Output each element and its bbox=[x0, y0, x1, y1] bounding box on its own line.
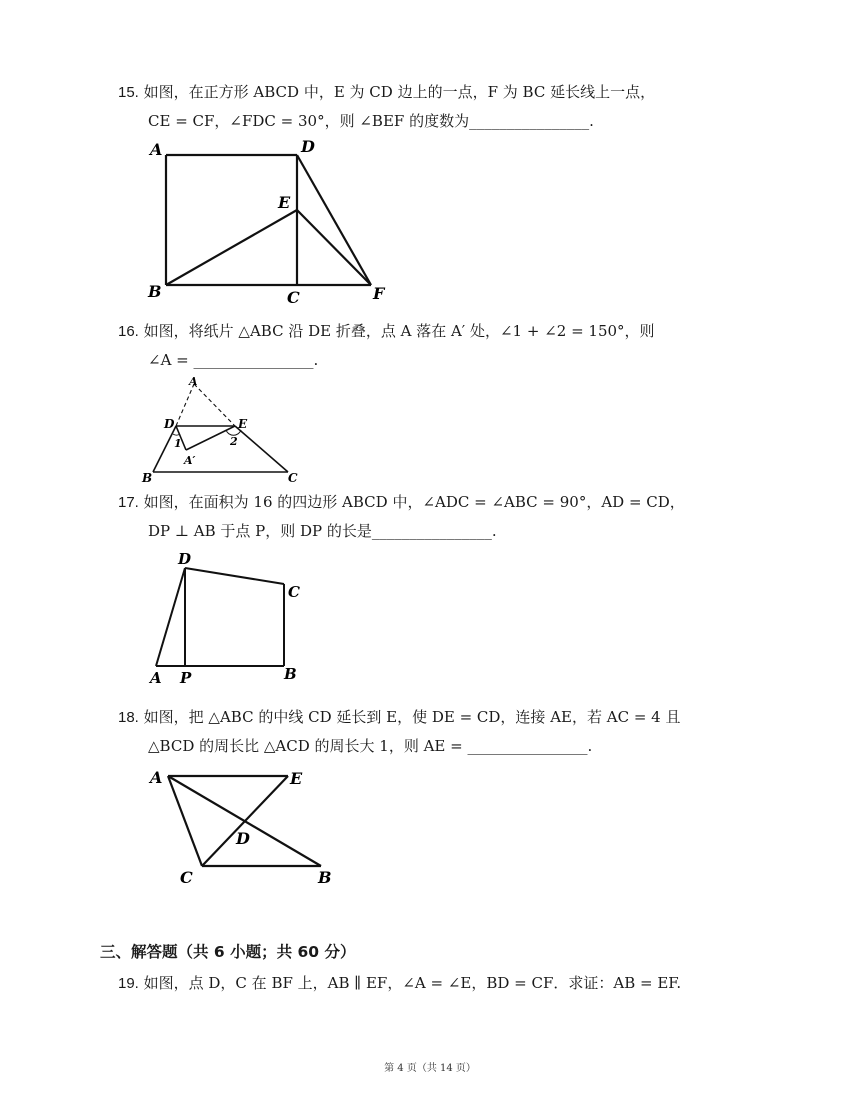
q18-label-a: A bbox=[150, 768, 163, 787]
q18-label-d: D bbox=[236, 829, 250, 848]
q17-line1 bbox=[118, 492, 685, 513]
q16-line1 bbox=[118, 321, 655, 342]
q16-label-a: A bbox=[189, 375, 198, 388]
q17-label-p: P bbox=[180, 669, 192, 687]
q17-line2: DP ⊥ AB 于点 P，则 DP 的长是________________. bbox=[148, 522, 497, 540]
q17-label-b: B bbox=[284, 665, 297, 683]
q16-label-a-prime: A′ bbox=[184, 454, 196, 467]
q15-line1 bbox=[118, 82, 655, 103]
q16-label-2: 2 bbox=[230, 435, 238, 448]
q16-label-e: E bbox=[238, 417, 248, 431]
q17-figure bbox=[140, 545, 320, 690]
q17-label-d: D bbox=[178, 550, 192, 568]
q19-line1 bbox=[118, 973, 681, 994]
q16-label-d: D bbox=[164, 417, 175, 431]
q18-label-e: E bbox=[290, 769, 303, 788]
q15-label-f: F bbox=[373, 284, 385, 303]
q18-label-b: B bbox=[318, 868, 332, 887]
q15-label-b: B bbox=[148, 282, 162, 301]
q16-label-c: C bbox=[288, 471, 298, 485]
q18-label-c: C bbox=[180, 868, 193, 887]
q15-label-c: C bbox=[287, 288, 300, 307]
q15-label-a: A bbox=[150, 140, 163, 159]
q19-text: 如图，点 D，C 在 BF 上，AB ∥ EF，∠A = ∠E，BD = CF．求证：AB = EF. bbox=[143, 974, 682, 992]
q16-text-1: 如图，将纸片 △ABC 沿 DE 折叠，点 A 落在 A′ 处，∠1 + ∠2 = 150°，则 bbox=[143, 322, 655, 340]
q17-text-1: 如图，在面积为 16 的四边形 ABCD 中，∠ADC = ∠ABC = 90°，AD = CD， bbox=[143, 493, 685, 511]
q16-label-b: B bbox=[142, 471, 153, 485]
q18-number: 18. bbox=[118, 709, 139, 726]
q18-figure bbox=[140, 760, 350, 895]
q16-line2: ∠A = ________________. bbox=[148, 351, 319, 369]
q19-number: 19. bbox=[118, 975, 139, 992]
q17-label-c: C bbox=[288, 583, 300, 601]
q15-number: 15. bbox=[118, 84, 139, 101]
section-3-title: 三、解答题（共 6 小题；共 60 分） bbox=[100, 943, 356, 961]
q16-label-1: 1 bbox=[174, 437, 182, 450]
q18-line1 bbox=[118, 707, 680, 728]
q15-label-d: D bbox=[301, 137, 315, 156]
q17-number: 17. bbox=[118, 494, 139, 511]
q18-line2: △BCD 的周长比 △ACD 的周长大 1，则 AE = ________________. bbox=[148, 737, 593, 755]
q15-text-1: 如图，在正方形 ABCD 中，E 为 CD 边上的一点，F 为 BC 延长线上一点， bbox=[143, 83, 656, 101]
q17-label-a: A bbox=[150, 669, 162, 687]
page-footer: 第 4 页（共 14 页） bbox=[384, 1063, 476, 1074]
q15-figure bbox=[140, 135, 400, 310]
q16-number: 16. bbox=[118, 323, 139, 340]
q15-label-e: E bbox=[278, 193, 291, 212]
q16-figure bbox=[140, 372, 310, 487]
q18-text-1: 如图，把 △ABC 的中线 CD 延长到 E，使 DE = CD，连接 AE，若 AC = 4 且 bbox=[143, 708, 681, 726]
q15-line2: CE = CF，∠FDC = 30°，则 ∠BEF 的度数为________________. bbox=[148, 112, 594, 130]
